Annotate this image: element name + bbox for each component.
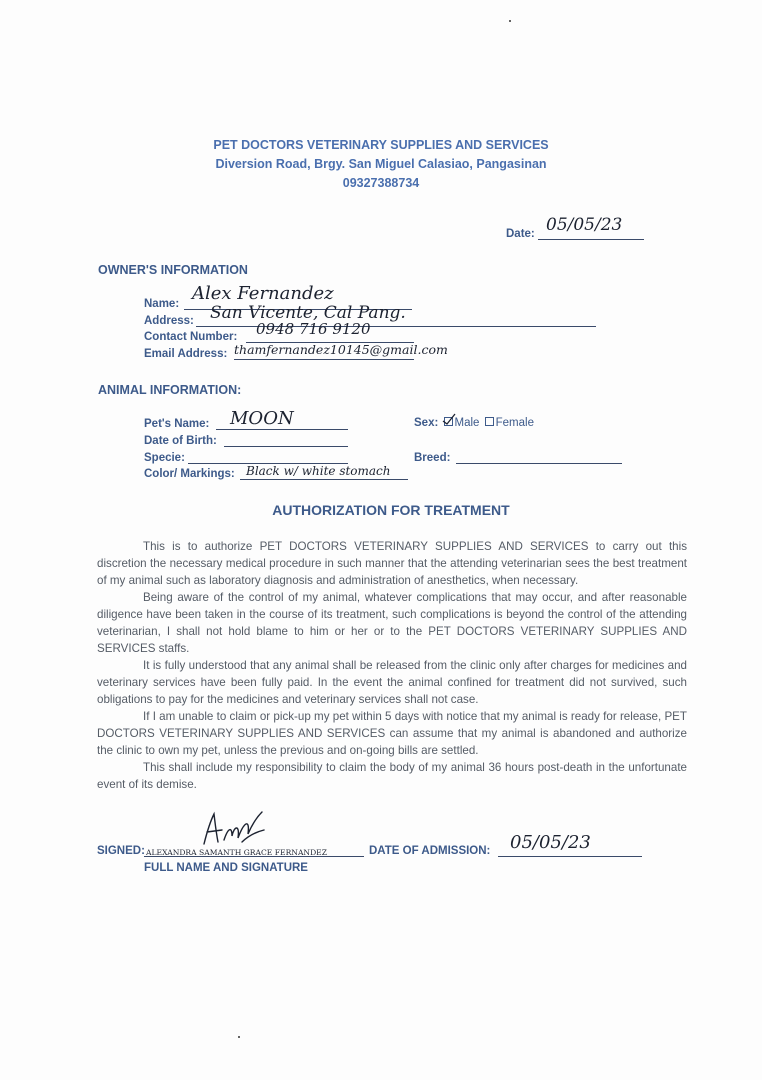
owner-email-value: thamfernandez10145@gmail.com bbox=[234, 342, 448, 357]
pet-name-label: Pet's Name: bbox=[144, 418, 210, 430]
specie-label: Specie: bbox=[144, 452, 185, 464]
authorization-title: AUTHORIZATION FOR TREATMENT bbox=[272, 502, 510, 518]
clinic-name: PET DOCTORS VETERINARY SUPPLIES AND SERVICES bbox=[213, 138, 549, 152]
authorization-paragraph: This shall include my responsibility to claim the body of my animal 36 hours post-death in the unfortunate event of its demise. bbox=[97, 761, 687, 791]
sex-label: Sex: bbox=[414, 417, 439, 429]
dob-label: Date of Birth: bbox=[144, 435, 217, 447]
male-option-label: Male bbox=[454, 417, 480, 429]
clinic-address: Diversion Road, Brgy. San Miguel Calasiao, Pangasinan bbox=[215, 157, 547, 171]
breed-line bbox=[456, 451, 622, 464]
authorization-paragraph: If I am unable to claim or pick-up my pet within 5 days with notice that my animal is ready for release, PET DOCTORS VETERINARY SUPPLIES AND SERVICES can assume that my animal is abandoned and authorize the clinic to own my pet, unless the previous and on-going bills are settled. bbox=[97, 710, 687, 757]
animal-section-title: ANIMAL INFORMATION: bbox=[98, 383, 242, 397]
clinic-phone: 09327388734 bbox=[342, 176, 420, 190]
dob-line bbox=[224, 434, 348, 447]
color-markings-value: Black w/ white stomach bbox=[246, 464, 391, 478]
owner-email-label: Email Address: bbox=[144, 348, 228, 360]
date-value: 05/05/23 bbox=[546, 215, 623, 235]
authorization-paragraph: This is to authorize PET DOCTORS VETERINARY SUPPLIES AND SERVICES to carry out this discretion the necessary medical procedure in such manner that the attending veterinarian sees the best treatment of my animal such as laboratory diagnosis and administration of anesthetics, when necessary. bbox=[97, 540, 687, 587]
owner-address-value: San Vicente, Cal Pang. bbox=[210, 303, 406, 323]
speck bbox=[238, 1036, 240, 1038]
authorization-paragraph: Being aware of the control of my animal, whatever complications that may occur, and after reasonable diligence have been taken in the course of its treatment, such complications is beyond the control of the attending veterinarian, I shall not hold blame to him or her or to the PET DOCTORS VETERINARY SUPPLIES AND SERVICES staffs. bbox=[97, 591, 687, 655]
color-markings-label: Color/ Markings: bbox=[144, 468, 235, 480]
owner-name-label: Name: bbox=[144, 298, 180, 310]
specie-line bbox=[188, 451, 348, 464]
admission-value: 05/05/23 bbox=[510, 832, 591, 853]
date-label: Date: bbox=[506, 228, 535, 240]
signed-full-name: ALEXANDRA SAMANTH GRACE FERNANDEZ bbox=[146, 848, 327, 857]
breed-label: Breed: bbox=[414, 452, 451, 464]
owner-section-title: OWNER'S INFORMATION bbox=[98, 263, 248, 277]
admission-label: DATE OF ADMISSION: bbox=[369, 845, 491, 857]
owner-name-value: Alex Fernandez bbox=[192, 283, 334, 304]
female-option-label: Female bbox=[495, 417, 534, 429]
signature-scribble bbox=[198, 808, 268, 852]
check-mark-icon bbox=[442, 413, 456, 425]
pet-name-value: MOON bbox=[230, 408, 294, 429]
signed-label: SIGNED: bbox=[97, 845, 145, 857]
authorization-body bbox=[97, 538, 687, 793]
authorization-paragraph: It is fully understood that any animal shall be released from the clinic only after charges for medicines and veterinary services have been fully paid. In the event the animal confined for treatment did not survived, such obligations to pay for the medicines and veterinary services shall not case. bbox=[97, 659, 687, 706]
male-checkbox[interactable] bbox=[444, 417, 453, 426]
owner-address-label: Address: bbox=[144, 315, 194, 327]
signature-caption: FULL NAME AND SIGNATURE bbox=[144, 862, 308, 874]
owner-contact-value: 0948 716 9120 bbox=[256, 320, 371, 338]
sex-field bbox=[414, 417, 534, 429]
female-checkbox[interactable] bbox=[485, 417, 494, 426]
owner-contact-label: Contact Number: bbox=[144, 331, 238, 343]
speck bbox=[509, 20, 511, 22]
